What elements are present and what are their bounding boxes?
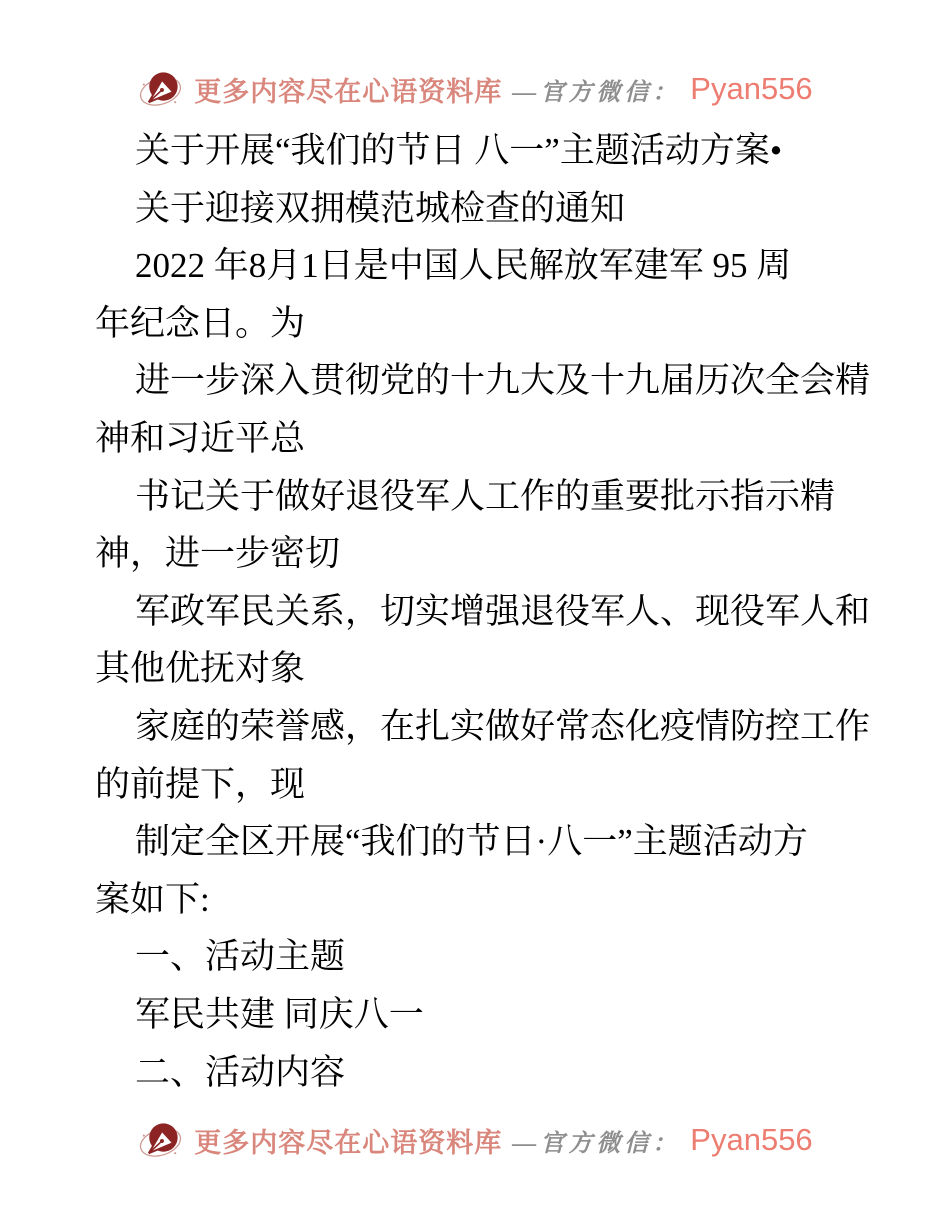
watermark-channel-label: —官方微信： — [512, 79, 681, 106]
document-line: 进一步深入贯彻党的十九大及十九届历次全会精 — [135, 361, 871, 401]
watermark-brand-text: 更多内容尽在心语资料库 — [194, 76, 503, 107]
pen-nib-circle-icon — [137, 1117, 184, 1164]
watermark-channel-label: —官方微信： — [512, 1130, 681, 1157]
document-line: 年纪念日。为 — [95, 303, 306, 343]
watermark-account: Pyan556 — [690, 1122, 813, 1157]
document-line: 军政军民关系，切实增强退役军人、现役军人和 — [135, 591, 871, 631]
document-line: 神和习近平总 — [95, 418, 306, 458]
document-line: 的前提下，现 — [95, 764, 306, 804]
document-line: 其他优抚对象 — [95, 649, 306, 689]
document-body — [95, 122, 890, 1101]
document-line: 案如下: — [95, 879, 210, 919]
watermark-brand-text: 更多内容尽在心语资料库 — [194, 1127, 503, 1158]
document-line: 家庭的荣誉感，在扎实做好常态化疫情防控工作 — [135, 706, 871, 746]
document-line: 2022 年8月1日是中国人民解放军建军 95 周 — [135, 246, 792, 286]
pen-nib-circle-icon — [137, 66, 184, 113]
document-line: 制定全区开展“我们的节日·八一”主题活动方 — [135, 822, 808, 862]
footer-watermark — [0, 1114, 950, 1166]
document-line: 神，进一步密切 — [95, 534, 341, 574]
document-line: 书记关于做好退役军人工作的重要批示指示精 — [135, 476, 836, 516]
document-line: 关于迎接双拥模范城检查的通知 — [135, 188, 626, 228]
document-line: 军民共建 同庆八一 — [135, 994, 424, 1034]
document-line: 关于开展“我们的节日 八一”主题活动方案• — [135, 131, 783, 170]
header-watermark — [0, 63, 950, 115]
watermark-account: Pyan556 — [690, 71, 813, 106]
document-line: 一、活动主题 — [135, 937, 346, 977]
document-line: 二、活动内容 — [135, 1052, 346, 1092]
